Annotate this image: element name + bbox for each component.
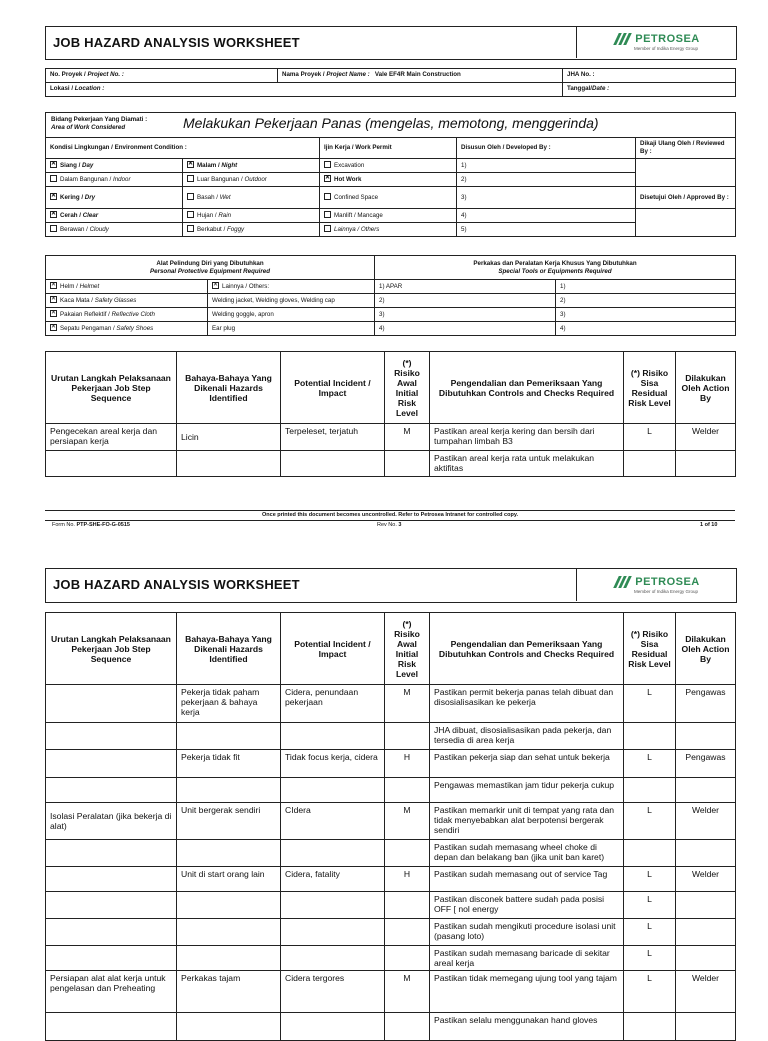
cell-ctl: Pastikan sudah memasang baricade di sekitar areal kerja xyxy=(430,946,624,971)
cell-act xyxy=(676,1013,736,1041)
ppe-header: Alat Pelindung Diri yang Dibutuhkan Personal Protective Equipment Required xyxy=(46,256,375,280)
ppe-table xyxy=(45,255,736,336)
cell-res: L xyxy=(624,946,676,971)
cell-ini: M xyxy=(385,803,430,840)
cell-haz xyxy=(177,840,281,867)
checkbox-icon[interactable] xyxy=(187,193,194,200)
table-row xyxy=(46,685,736,723)
ppe-helmet[interactable]: ✕Helm / Helmet xyxy=(46,280,208,294)
tools-header: Perkakas dan Peralatan Kerja Khusus Yang Dibutuhkan Special Tools or Equipments Required xyxy=(375,256,736,280)
project-name-field: Nama Proyek / Project Name : Vale EF4R Main Construction xyxy=(278,69,563,83)
ppe-others[interactable]: ✕ Lainnya / Others: xyxy=(208,280,375,294)
table-row xyxy=(46,971,736,1013)
date-field: Tanggal/Date : xyxy=(563,83,736,97)
table-row xyxy=(46,919,736,946)
table-row xyxy=(46,840,736,867)
cell-res xyxy=(624,778,676,803)
cell-act: Pengawas xyxy=(676,750,736,778)
ppe-others-1: Welding jacket, Welding gloves, Welding cap xyxy=(208,294,375,308)
table-row xyxy=(46,892,736,919)
table-row: Pastikan areal kerja rata untuk melakukan aktifitas xyxy=(46,451,736,477)
footer-form-no: Form No. PTP-SHE-FO-G-0515 xyxy=(52,522,130,528)
cell-res: L xyxy=(624,971,676,1013)
cell-ctl: JHA dibuat, disosialisasikan pada pekerja, dan tersedia di area kerja xyxy=(430,723,624,750)
cell-res: L xyxy=(624,892,676,919)
cell-res: L xyxy=(624,919,676,946)
col-header-initial-risk: (*) Risiko Awal Initial Risk Level xyxy=(385,352,430,424)
cond-wet[interactable]: Basah / Wet xyxy=(183,187,320,209)
cell-haz: Unit di start orang lain xyxy=(177,867,281,892)
reviewed-by-label: Dikaji Ulang Oleh / Reviewed By : xyxy=(636,138,736,159)
permit-hot-work[interactable]: ✕ Hot Work xyxy=(320,173,457,187)
cell-ini: H xyxy=(385,750,430,778)
cell-seq xyxy=(46,840,177,867)
table-row xyxy=(46,867,736,892)
developed-by-label: Disusun Oleh / Developed By : xyxy=(457,138,636,159)
cell-inc xyxy=(281,778,385,803)
cell-ini: M xyxy=(385,685,430,723)
cell-act: Pengawas xyxy=(676,685,736,723)
col-header-sequence: Urutan Langkah Pelaksanaan Pekerjaan Job Step Sequence xyxy=(46,352,177,424)
cell-inc xyxy=(281,919,385,946)
table-row xyxy=(46,750,736,778)
cell-haz xyxy=(177,919,281,946)
checkbox-icon[interactable] xyxy=(324,161,331,168)
checkbox-checked-icon[interactable] xyxy=(187,161,194,168)
cell-ini xyxy=(385,778,430,803)
job-steps-table-page2 xyxy=(45,612,736,1041)
permit-manlift[interactable]: Manlift / Mancage xyxy=(320,209,457,223)
area-of-work xyxy=(46,113,736,138)
logo-text: PETROSEA xyxy=(635,33,700,45)
petrosea-logo-2 xyxy=(578,571,734,599)
checkbox-icon[interactable] xyxy=(187,225,194,232)
cell-haz xyxy=(177,892,281,919)
project-info-table xyxy=(45,68,736,97)
cell-haz: Pekerja tidak paham pekerjaan & bahaya kerja xyxy=(177,685,281,723)
cell-inc: Cidera, penundaan pekerjaan xyxy=(281,685,385,723)
col-header-hazards: Bahaya-Bahaya Yang Dikenali Hazards Identified xyxy=(177,613,281,685)
checkbox-icon[interactable] xyxy=(187,175,194,182)
cell-seq xyxy=(46,778,177,803)
cell-ini: M xyxy=(385,971,430,1013)
cell-ctl: Pastikan tidak memegang ujung tool yang tajam xyxy=(430,971,624,1013)
cell-act: Welder xyxy=(676,803,736,840)
cell-res: L xyxy=(624,803,676,840)
cell-ctl: Pastikan disconek battere sudah pada posisi OFF [ nol energy xyxy=(430,892,624,919)
cell-act: Welder xyxy=(676,867,736,892)
cond-clear[interactable]: ✕Cerah / Clear xyxy=(46,209,183,223)
approved-by-label: Disetujui Oleh / Approved By : xyxy=(636,187,736,209)
col-header-hazards: Bahaya-Bahaya Yang Dikenali Hazards Identified xyxy=(177,352,281,424)
checkbox-icon[interactable] xyxy=(50,225,57,232)
checkbox-checked-icon[interactable] xyxy=(212,282,219,289)
cell-seq: Isolasi Peralatan (jika bekerja di alat) xyxy=(46,803,177,840)
tool-2: 2) xyxy=(375,294,556,308)
permit-confined-space[interactable]: Confined Space xyxy=(320,187,457,209)
cond-cloudy[interactable]: Berawan / Cloudy xyxy=(46,223,183,237)
env-condition-label: Kondisi Lingkungan / Environment Condition : xyxy=(46,138,320,159)
tool-1: 1) APAR xyxy=(375,280,556,294)
cell-ini xyxy=(385,946,430,971)
cell-haz xyxy=(177,778,281,803)
logo-tagline: Member of Indika Energy Group xyxy=(633,46,699,51)
table-row xyxy=(46,803,736,840)
developed-5: 5) xyxy=(457,223,636,237)
cell-seq xyxy=(46,919,177,946)
reviewed-by-value xyxy=(636,159,736,187)
cond-dry[interactable]: ✕Kering / Dry xyxy=(46,187,183,209)
cell-act xyxy=(676,723,736,750)
area-value: Melakukan Pekerjaan Panas (mengelas, memotong, menggerinda) xyxy=(183,115,599,131)
cell-ctl: Pastikan permit bekerja panas telah dibuat dan disosialisasikan ke pekerja xyxy=(430,685,624,723)
cell-seq xyxy=(46,750,177,778)
col-header-controls: Pengendalian dan Pemeriksaan Yang Dibutuhkan Controls and Checks Required xyxy=(430,613,624,685)
cond-night[interactable]: ✕ Malam / Night xyxy=(183,159,320,173)
cell-act xyxy=(676,946,736,971)
cell-ini xyxy=(385,723,430,750)
cell-inc: Tidak focus kerja, cidera xyxy=(281,750,385,778)
cell-ctl: Pastikan memarkir unit di tempat yang rata dan tidak menyebabkan alat berpotensi bergerak sendiri xyxy=(430,803,624,840)
cell-act xyxy=(676,919,736,946)
cond-rain[interactable]: Hujan / Rain xyxy=(183,209,320,223)
cell-seq xyxy=(46,892,177,919)
page2-rows xyxy=(46,685,736,1041)
ppe-others-3: Ear plug xyxy=(208,322,375,336)
checkbox-checked-icon[interactable] xyxy=(50,282,57,289)
table-row xyxy=(46,946,736,971)
table-row xyxy=(46,1013,736,1041)
cell-haz xyxy=(177,946,281,971)
tool-4: 4) xyxy=(375,322,556,336)
checkbox-checked-icon[interactable] xyxy=(50,211,57,218)
ppe-reflective[interactable]: ✕Pakaian Reflektif / Reflective Cloth xyxy=(46,308,208,322)
table-row: Pengecekan areal kerja dan persiapan kerja Licin Terpeleset, terjatuh M Pastikan areal kerja kering dan bersih dari tumpahan limbah B3 L Welder xyxy=(46,424,736,451)
cell-haz xyxy=(177,1013,281,1041)
cell-inc xyxy=(281,723,385,750)
footer-line-bottom xyxy=(45,520,735,521)
footer-page-number: 1 of 10 xyxy=(700,522,718,528)
petrosea-slash-icon xyxy=(612,33,632,45)
cell-res xyxy=(624,840,676,867)
logo-text-2: PETROSEA xyxy=(635,576,700,588)
petrosea-logo xyxy=(578,28,734,56)
col-header-sequence: Urutan Langkah Pelaksanaan Pekerjaan Job Step Sequence xyxy=(46,613,177,685)
footer-notice: Once printed this document becomes uncontrolled. Refer to Petrosea Intranet for controlled copy. xyxy=(262,512,518,518)
location-field: Lokasi / Location : xyxy=(46,83,563,97)
ppe-glasses[interactable]: ✕Kaca Mata / Safety Glasses xyxy=(46,294,208,308)
ppe-shoes[interactable]: ✕Sepatu Pengaman / Safety Shoes xyxy=(46,322,208,336)
petrosea-slash-icon xyxy=(612,576,632,588)
col-header-residual-risk: (*) Risiko Sisa Residual Risk Level xyxy=(624,613,676,685)
cond-day[interactable]: ✕Siang / Day xyxy=(46,159,183,173)
cell-seq xyxy=(46,1013,177,1041)
project-no-field: No. Proyek / Project No. : xyxy=(46,69,278,83)
cell-res xyxy=(624,723,676,750)
table-row xyxy=(46,778,736,803)
checkbox-checked-icon[interactable] xyxy=(50,324,57,331)
cell-ctl: Pastikan pekerja siap dan sehat untuk bekerja xyxy=(430,750,624,778)
checkbox-icon[interactable] xyxy=(324,193,331,200)
cell-res: L xyxy=(624,867,676,892)
col-header-controls: Pengendalian dan Pemeriksaan Yang Dibutuhkan Controls and Checks Required xyxy=(430,352,624,424)
permit-excavation[interactable]: Excavation xyxy=(320,159,457,173)
cell-haz: Unit bergerak sendiri xyxy=(177,803,281,840)
checkbox-checked-icon[interactable] xyxy=(50,296,57,303)
work-permit-label: Ijin Kerja / Work Permit xyxy=(320,138,457,159)
developed-1: 1) xyxy=(457,159,636,173)
cell-ini xyxy=(385,919,430,946)
col-header-action-by: Dilakukan Oleh Action By xyxy=(676,352,736,424)
col-header-initial-risk: (*) Risiko Awal Initial Risk Level xyxy=(385,613,430,685)
cell-inc xyxy=(281,1013,385,1041)
developed-4: 4) xyxy=(457,209,636,223)
cell-res: L xyxy=(624,750,676,778)
area-label: Bidang Pekerjaan Yang Diamati : xyxy=(51,116,148,123)
footer-line-top xyxy=(45,510,735,511)
cell-act xyxy=(676,778,736,803)
project-name-value: Vale EF4R Main Construction xyxy=(374,71,461,78)
permit-others[interactable]: Lainnya / Others xyxy=(320,223,457,237)
cell-ctl: Pastikan sudah memasang out of service Tag xyxy=(430,867,624,892)
col-header-residual-risk: (*) Risiko Sisa Residual Risk Level xyxy=(624,352,676,424)
cell-ctl: Pastikan sudah mengikuti procedure isolasi unit (pasang loto) xyxy=(430,919,624,946)
cell-haz xyxy=(177,723,281,750)
checkbox-checked-icon[interactable] xyxy=(50,310,57,317)
footer-rev-no: Rev No. 3 xyxy=(377,522,402,528)
tool-3b: 3) xyxy=(556,308,736,322)
col-header-incident: Potential Incident / Impact xyxy=(281,613,385,685)
cell-inc: Cidera, fatality xyxy=(281,867,385,892)
checkbox-checked-icon[interactable] xyxy=(50,193,57,200)
cell-seq xyxy=(46,723,177,750)
page-title-2: JOB HAZARD ANALYSIS WORKSHEET xyxy=(53,577,300,592)
cell-inc xyxy=(281,892,385,919)
cell-seq xyxy=(46,867,177,892)
tool-4b: 4) xyxy=(556,322,736,336)
checkbox-checked-icon[interactable] xyxy=(324,175,331,182)
job-steps-table-page1 xyxy=(45,351,736,477)
page-title: JOB HAZARD ANALYSIS WORKSHEET xyxy=(53,35,300,50)
conditions-table xyxy=(45,112,736,237)
checkbox-icon[interactable] xyxy=(324,225,331,232)
ppe-others-2: Welding goggle, apron xyxy=(208,308,375,322)
logo-tagline-2: Member of Indika Energy Group xyxy=(633,589,699,594)
cell-seq xyxy=(46,685,177,723)
cond-indoor[interactable]: Dalam Bangunan / Indoor xyxy=(46,173,183,187)
header-divider xyxy=(576,26,577,58)
cell-inc: Cidera tergores xyxy=(281,971,385,1013)
tool-3: 3) xyxy=(375,308,556,322)
checkbox-checked-icon[interactable] xyxy=(50,161,57,168)
cell-ini xyxy=(385,892,430,919)
cell-inc xyxy=(281,946,385,971)
cell-seq xyxy=(46,946,177,971)
cell-haz: Pekerja tidak fit xyxy=(177,750,281,778)
cell-ini xyxy=(385,1013,430,1041)
checkbox-icon[interactable] xyxy=(324,211,331,218)
header-divider-2 xyxy=(576,568,577,601)
cell-haz: Perkakas tajam xyxy=(177,971,281,1013)
cell-seq: Persiapan alat alat kerja untuk pengelasan dan Preheating xyxy=(46,971,177,1013)
col-header-incident: Potential Incident / Impact xyxy=(281,352,385,424)
cell-inc: CIdera xyxy=(281,803,385,840)
cell-ini: H xyxy=(385,867,430,892)
cell-ini xyxy=(385,840,430,867)
tool-2b: 2) xyxy=(556,294,736,308)
cond-outdoor[interactable]: Luar Bangunan / Outdoor xyxy=(183,173,320,187)
cell-act xyxy=(676,840,736,867)
tool-1b: 1) xyxy=(556,280,736,294)
col-header-action-by: Dilakukan Oleh Action By xyxy=(676,613,736,685)
checkbox-icon[interactable] xyxy=(50,175,57,182)
cell-act: Welder xyxy=(676,971,736,1013)
cell-ctl: Pastikan sudah memasang wheel choke di depan dan belakang ban (jika unit ban karet) xyxy=(430,840,624,867)
area-label-en: Area of Work Considered xyxy=(51,124,126,131)
cond-foggy[interactable]: Berkabut / Foggy xyxy=(183,223,320,237)
cell-act xyxy=(676,892,736,919)
table-row xyxy=(46,723,736,750)
developed-2: 2) xyxy=(457,173,636,187)
checkbox-icon[interactable] xyxy=(187,211,194,218)
cell-inc xyxy=(281,840,385,867)
jha-no-field: JHA No. : xyxy=(563,69,736,83)
cell-ctl: Pengawas memastikan jam tidur pekerja cukup xyxy=(430,778,624,803)
cell-res: L xyxy=(624,685,676,723)
cell-ctl: Pastikan selalu menggunakan hand gloves xyxy=(430,1013,624,1041)
cell-res xyxy=(624,1013,676,1041)
approved-by-value xyxy=(636,209,736,237)
developed-3: 3) xyxy=(457,187,636,209)
